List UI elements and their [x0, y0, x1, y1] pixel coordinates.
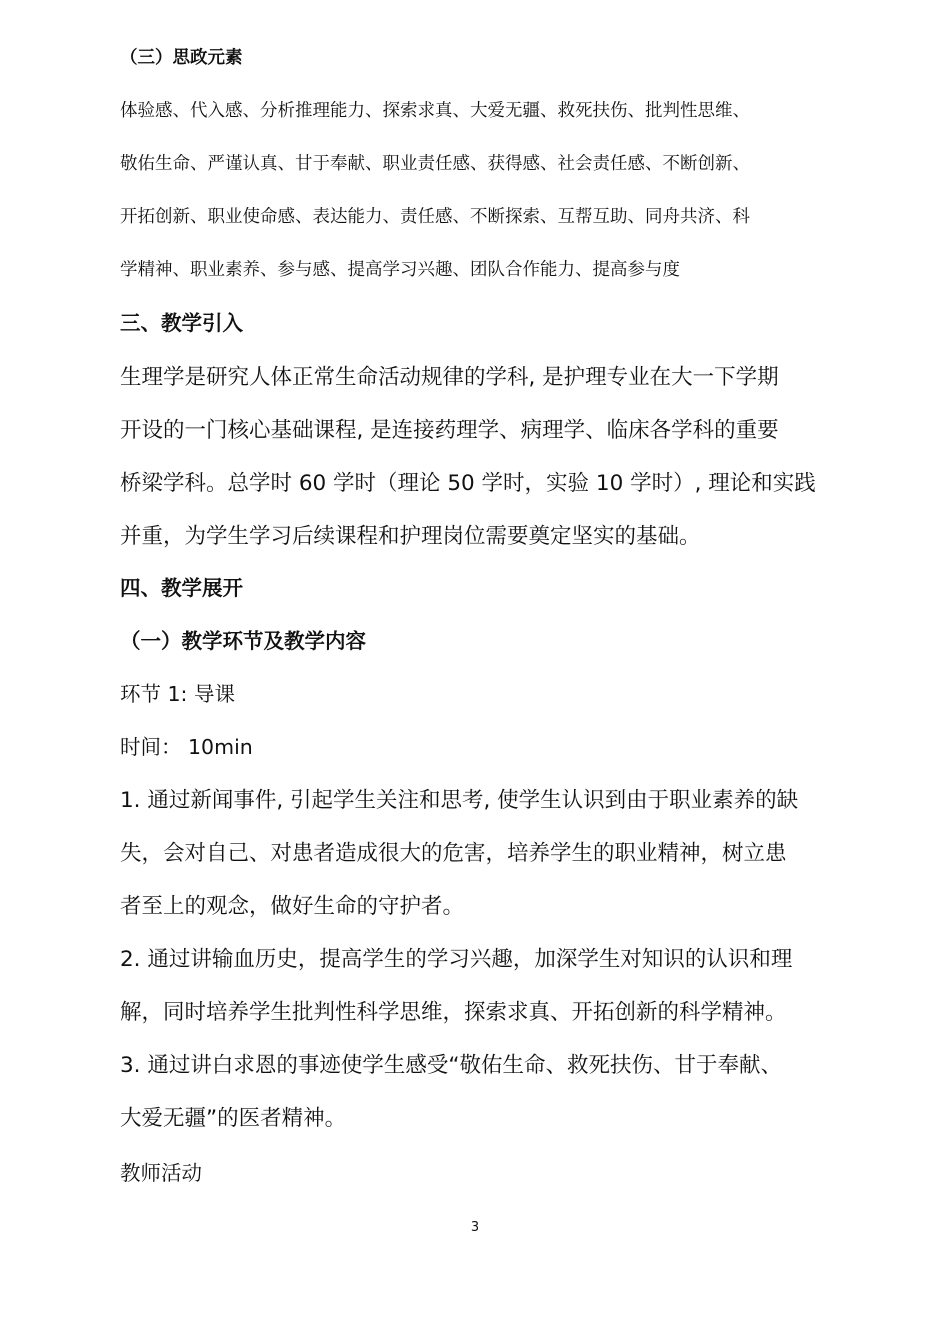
intro-line-2: 开设的一门核心基础课程, 是连接药理学、病理学、临床各学科的重要 [120, 418, 779, 443]
sub-heading-steps: （一）教学环节及教学内容 [120, 629, 366, 653]
intro-line-1: 生理学是研究人体正常生命活动规律的学科, 是护理专业在大一下学期 [120, 365, 779, 390]
teacher-activity-label: 教师活动 [120, 1161, 202, 1185]
point-3-line-1: 3. 通过讲白求恩的事迹使学生感受“敬佑生命、救死扶伤、甘于奉献、 [120, 1053, 782, 1078]
section-heading-intro: 三、教学引入 [120, 311, 243, 335]
point-1-line-3: 者至上的观念，做好生命的守护者。 [120, 894, 465, 919]
sizheng-line-2: 敬佑生命、严谨认真、甘于奉献、职业责任感、获得感、社会责任感、不断创新、 [120, 154, 750, 174]
sizheng-line-1: 体验感、代入感、分析推理能力、探索求真、大爱无疆、救死扶伤、批判性思维、 [120, 101, 750, 121]
time-label: 时间： 10min [120, 735, 253, 759]
sizheng-line-3: 开拓创新、职业使命感、表达能力、责任感、不断探索、互帮互助、同舟共济、科 [120, 207, 750, 227]
intro-line-4: 并重，为学生学习后续课程和护理岗位需要奠定坚实的基础。 [120, 524, 701, 549]
page-number: 3 [470, 1220, 480, 1235]
point-3-line-2: 大爱无疆”的医者精神。 [120, 1106, 347, 1131]
sub-heading-sizheng: （三）思政元素 [120, 48, 243, 68]
intro-line-3: 桥梁学科。总学时 60 学时（理论 50 学时，实验 10 学时）, 理论和实践 [120, 471, 816, 496]
point-2-line-2: 解，同时培养学生批判性科学思维，探索求真、开拓创新的科学精神。 [120, 1000, 787, 1025]
section-heading-teaching: 四、教学展开 [120, 576, 243, 600]
step-label: 环节 1: 导课 [120, 682, 235, 706]
sizheng-line-4: 学精神、职业素养、参与感、提高学习兴趣、团队合作能力、提高参与度 [120, 260, 680, 280]
point-2-line-1: 2. 通过讲输血历史，提高学生的学习兴趣，加深学生对知识的认识和理 [120, 947, 793, 972]
point-1-line-1: 1. 通过新闻事件, 引起学生关注和思考, 使学生认识到由于职业素养的缺 [120, 788, 799, 813]
point-1-line-2: 失，会对自己、对患者造成很大的危害，培养学生的职业精神，树立患 [120, 841, 787, 866]
